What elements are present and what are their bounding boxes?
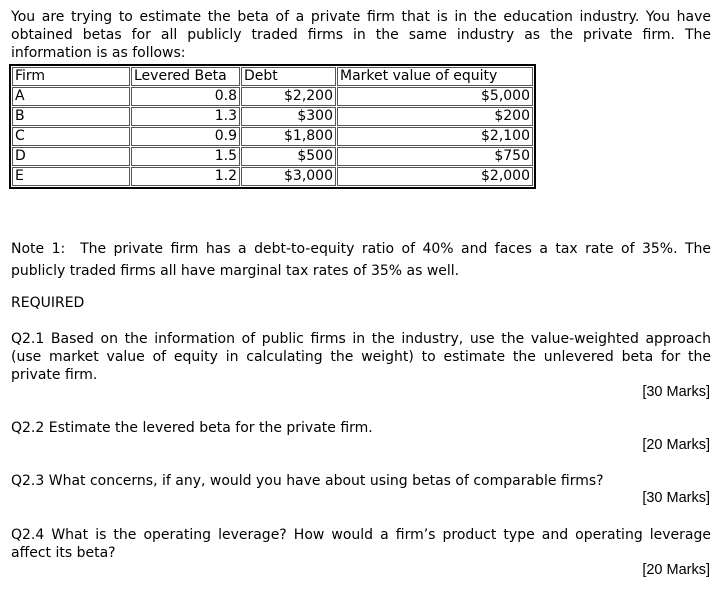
cell-equity: $2,000 bbox=[337, 167, 533, 186]
cell-firm: B bbox=[12, 107, 130, 126]
cell-debt: $1,800 bbox=[241, 127, 336, 146]
table-header-row bbox=[12, 67, 533, 86]
cell-beta: 1.2 bbox=[131, 167, 240, 186]
table-row bbox=[12, 107, 533, 126]
required-heading: REQUIRED bbox=[11, 295, 85, 311]
cell-beta: 0.8 bbox=[131, 87, 240, 106]
question-q2-4: Q2.4 What is the operating leverage? How would a firm’s product type and operating leverage affect its beta? bbox=[11, 527, 711, 561]
header-firm: Firm bbox=[12, 67, 130, 86]
cell-debt: $2,200 bbox=[241, 87, 336, 106]
marks-q2-4: [20 Marks] bbox=[642, 562, 710, 578]
cell-debt: $500 bbox=[241, 147, 336, 166]
table-row bbox=[12, 127, 533, 146]
cell-firm: E bbox=[12, 167, 130, 186]
header-debt: Debt bbox=[241, 67, 336, 86]
intro-paragraph: You are trying to estimate the beta of a private firm that is in the education industry. You have obtained betas for all publicly traded firms in the same industry as the private firm. The information is as follows: bbox=[11, 9, 711, 61]
cell-debt: $3,000 bbox=[241, 167, 336, 186]
table-row bbox=[12, 167, 533, 186]
note-paragraph: Note 1: The private firm has a debt-to-equity ratio of 40% and faces a tax rate of 35%. The publicly traded firms all have marginal tax rates of 35% as well. bbox=[11, 241, 711, 279]
cell-equity: $750 bbox=[337, 147, 533, 166]
question-q2-3: Q2.3 What concerns, if any, would you have about using betas of comparable firms? bbox=[11, 473, 604, 489]
cell-equity: $5,000 bbox=[337, 87, 533, 106]
question-q2-1: Q2.1 Based on the information of public firms in the industry, use the value-weighted approach (use market value of equity in calculating the weight) to estimate the unlevered beta for the private firm. bbox=[11, 331, 711, 383]
cell-equity: $200 bbox=[337, 107, 533, 126]
cell-beta: 1.3 bbox=[131, 107, 240, 126]
cell-beta: 1.5 bbox=[131, 147, 240, 166]
marks-q2-2: [20 Marks] bbox=[642, 437, 710, 453]
cell-firm: C bbox=[12, 127, 130, 146]
cell-beta: 0.9 bbox=[131, 127, 240, 146]
comparable-firms-table bbox=[9, 64, 536, 189]
cell-firm: A bbox=[12, 87, 130, 106]
question-q2-2: Q2.2 Estimate the levered beta for the private firm. bbox=[11, 420, 373, 436]
cell-debt: $300 bbox=[241, 107, 336, 126]
cell-firm: D bbox=[12, 147, 130, 166]
marks-q2-3: [30 Marks] bbox=[642, 490, 710, 506]
header-levered-beta: Levered Beta bbox=[131, 67, 240, 86]
marks-q2-1: [30 Marks] bbox=[642, 384, 710, 400]
cell-equity: $2,100 bbox=[337, 127, 533, 146]
table-row bbox=[12, 87, 533, 106]
table-row bbox=[12, 147, 533, 166]
header-market-value-equity: Market value of equity bbox=[337, 67, 533, 86]
